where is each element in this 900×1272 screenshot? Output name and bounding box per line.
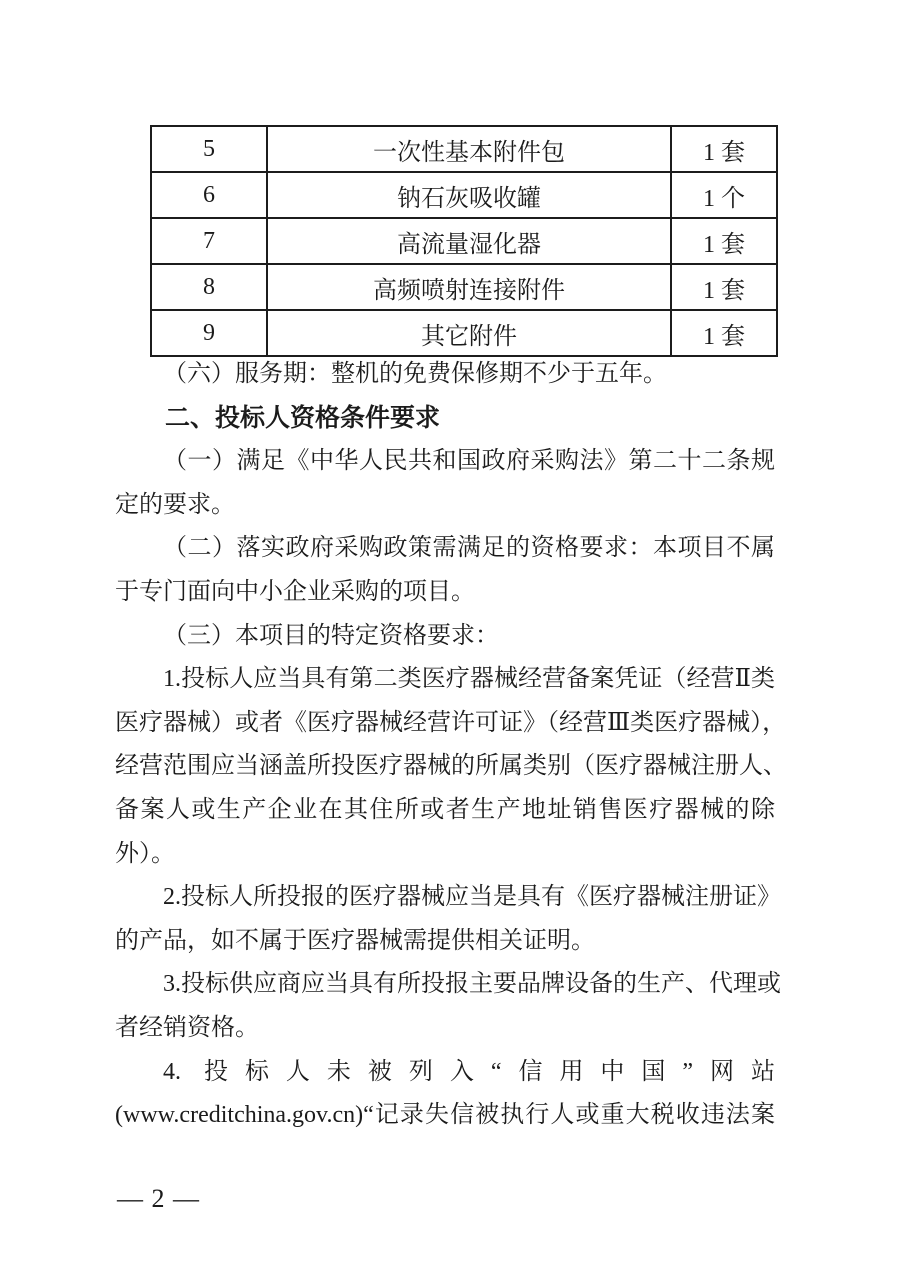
text-line: （三）本项目的特定资格要求： [163,622,499,649]
text-line: 医疗器械）或者《医疗器械经营许可证》（经营Ⅲ类医疗器械）， [115,709,787,736]
page-number: — 2 — [117,1184,200,1213]
document-body [115,353,787,1138]
clause-service-period [115,353,775,397]
table-row [151,218,777,264]
quantity-cell: 1 套 [671,218,777,264]
row-number-cell: 6 [151,172,267,218]
qualification-item-4 [115,1051,775,1138]
table-row [151,126,777,172]
qualification-item-2 [115,876,781,963]
text-line: 者经销资格。 [115,1014,259,1041]
quantity-cell: 1 套 [671,310,777,356]
text-line: （二）落实政府采购政策需满足的资格要求：本项目不属 [163,535,775,562]
table-row [151,264,777,310]
table-row [151,172,777,218]
row-number-cell: 8 [151,264,267,310]
section-heading [115,397,775,441]
item-name-cell: 钠石灰吸收罐 [267,172,671,218]
row-number-cell: 9 [151,310,267,356]
text-line: 经营范围应当涵盖所投医疗器械的所属类别（医疗器械注册人、 [115,753,787,780]
qualification-item-3 [115,963,781,1050]
text-line: 2.投标人所投报的医疗器械应当是具有《医疗器械注册证》 [163,884,781,911]
table-row [151,310,777,356]
accessories-table [150,125,778,357]
text-line: 定的要求。 [115,491,235,518]
text-line: （六）服务期：整机的免费保修期不少于五年。 [163,361,667,387]
quantity-cell: 1 套 [671,126,777,172]
text-line: 备案人或生产企业在其住所或者生产地址销售医疗器械的除 [115,796,775,823]
item-name-cell: 一次性基本附件包 [267,126,671,172]
clause-one [115,440,775,527]
qualification-item-1 [115,658,787,876]
item-name-cell: 高频喷射连接附件 [267,264,671,310]
text-line: 于专门面向中小企业采购的项目。 [115,578,475,605]
text-line: 外）。 [115,840,175,867]
quantity-cell: 1 个 [671,172,777,218]
clause-two [115,527,775,614]
item-name-cell: 高流量湿化器 [267,218,671,264]
clause-three [115,615,775,659]
text-line: 4. 投标人未被列入“信用中国”网站 [163,1058,775,1085]
quantity-cell: 1 套 [671,264,777,310]
text-line: 的产品，如不属于医疗器械需提供相关证明。 [115,927,595,954]
text-line: (www.creditchina.gov.cn)“记录失信被执行人或重大税收违法案 [115,1102,775,1129]
section-heading-text: 二、投标人资格条件要求 [165,403,441,432]
text-line: 1.投标人应当具有第二类医疗器械经营备案凭证（经营Ⅱ类 [163,666,775,693]
text-line: （一）满足《中华人民共和国政府采购法》第二十二条规 [163,448,775,475]
text-line: 3.投标供应商应当具有所投报主要品牌设备的生产、代理或 [163,971,781,998]
row-number-cell: 7 [151,218,267,264]
accessories-table-body [151,126,777,356]
row-number-cell: 5 [151,126,267,172]
item-name-cell: 其它附件 [267,310,671,356]
